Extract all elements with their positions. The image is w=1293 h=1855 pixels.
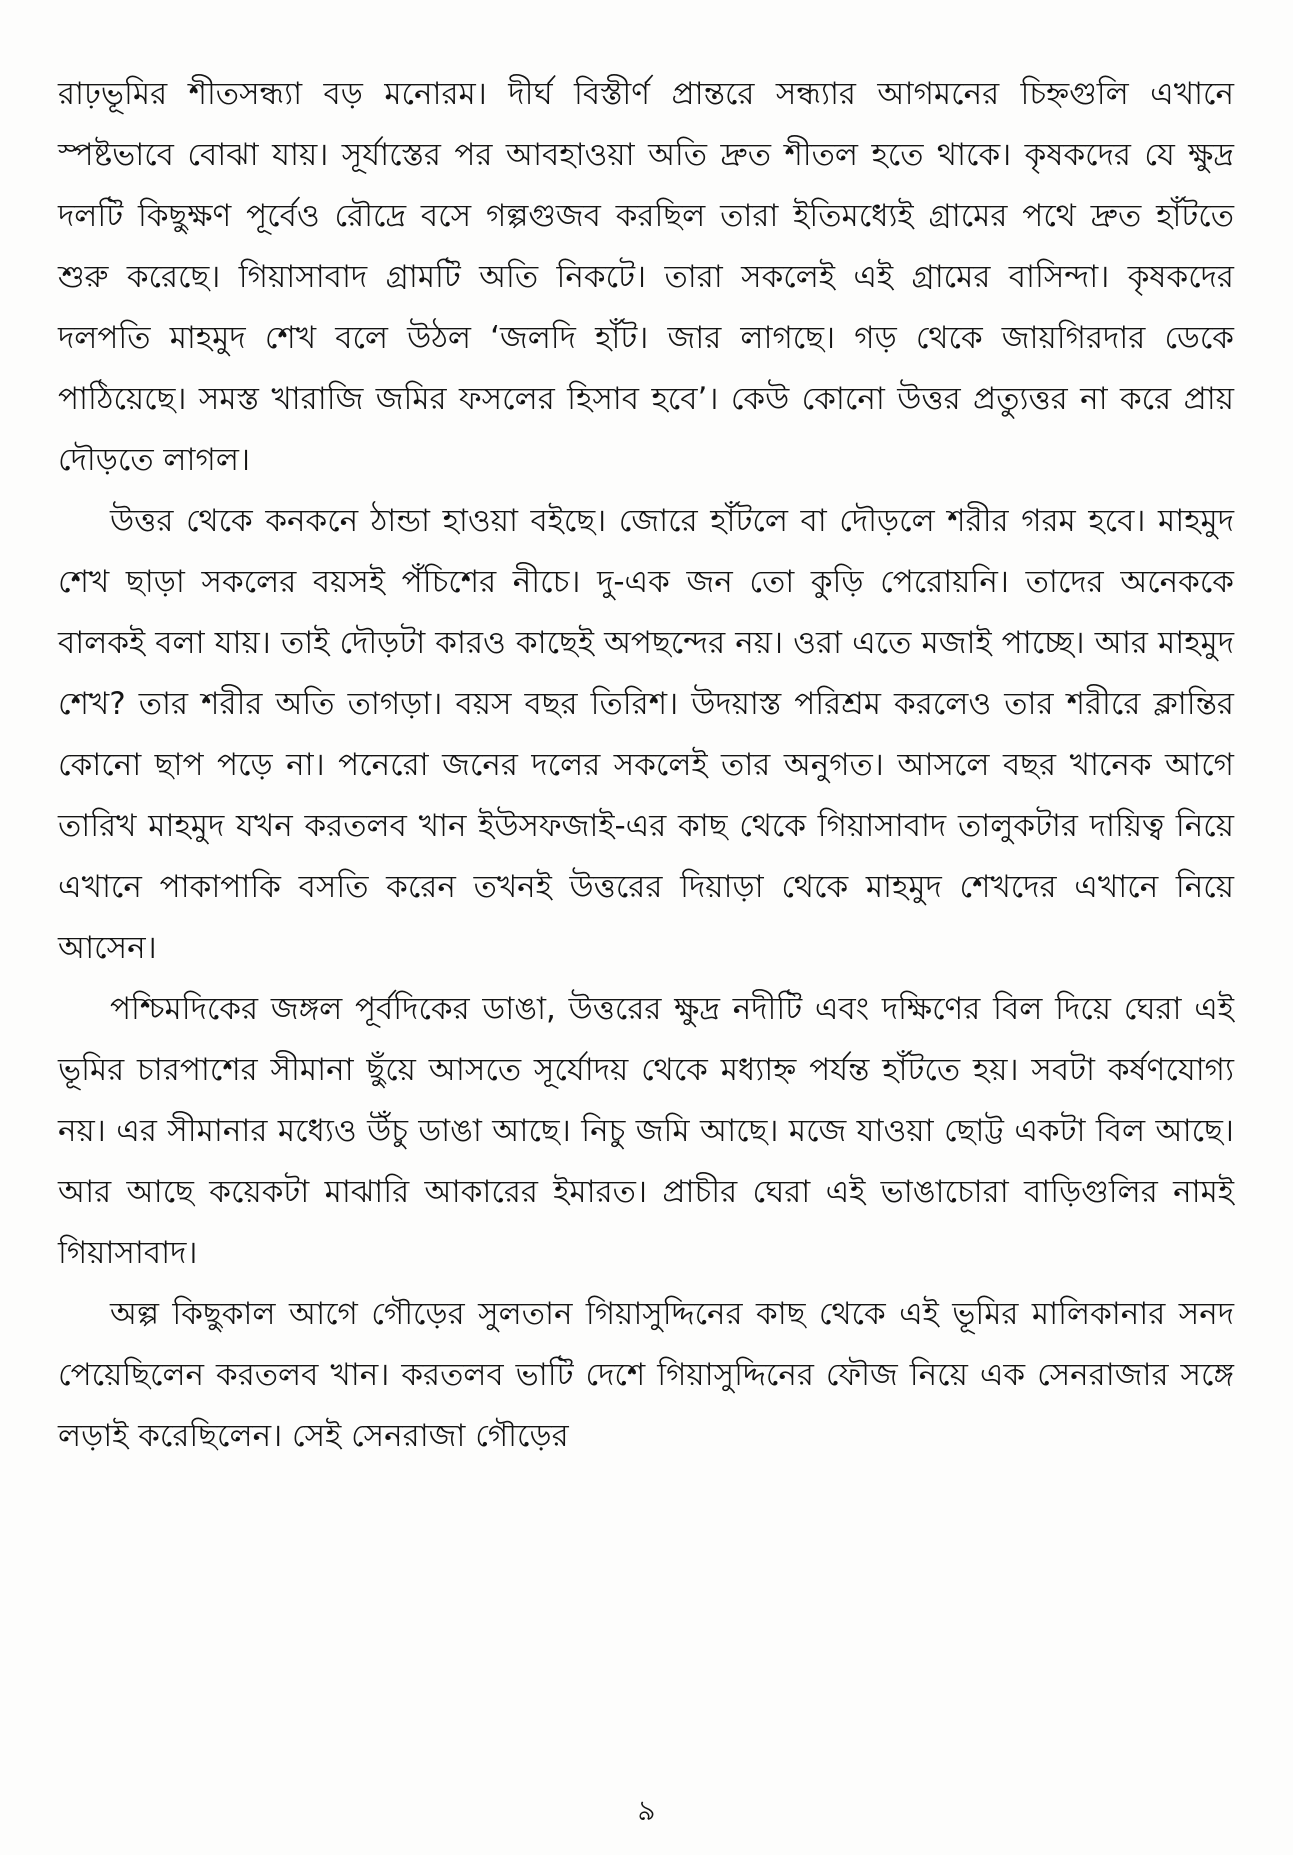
paragraph-1: রাঢ়ভূমির শীতসন্ধ্যা বড় মনোরম। দীর্ঘ বিস্তীর্ণ প্রান্তরে সন্ধ্যার আগমনের চিহ্নগুলি এখানে স্পষ্টভাবে বোঝা যায়। সূর্যাস্তের পর আবহাওয়া অতি দ্রুত শীতল হতে থাকে। কৃষকদের যে ক্ষুদ্র দলটি কিছুক্ষণ পূর্বেও রৌদ্রে বসে গল্পগুজব করছিল তারা ইতিমধ্যেই গ্রামের পথে দ্রুত হাঁটতে শুরু করেছে। গিয়াসাবাদ গ্রামটি অতি নিকটে। তারা সকলেই এই গ্রামের বাসিন্দা। কৃষকদের দলপতি মাহমুদ শেখ বলে উঠল ‘জলদি হাঁট। জার লাগছে। গড় থেকে জায়গিরদার ডেকে পাঠিয়েছে। সমস্ত খারাজি জমির ফসলের হিসাব হবে’। কেউ কোনো উত্তর প্রত্যুত্তর না করে প্রায় দৌড়তে লাগল।: [58, 76, 1234, 478]
page-number: ৯: [637, 1794, 656, 1827]
paragraph-2: উত্তর থেকে কনকনে ঠান্ডা হাওয়া বইছে। জোরে হাঁটলে বা দৌড়লে শরীর গরম হবে। মাহমুদ শেখ ছাড়া সকলের বয়সই পঁচিশের নীচে। দু-এক জন তো কুড়ি পেরোয়নি। তাদের অনেককে বালকই বলা যায়। তাই দৌড়টা কারও কাছেই অপছন্দের নয়। ওরা এতে মজাই পাচ্ছে। আর মাহমুদ শেখ? তার শরীর অতি তাগড়া। বয়স বছর তিরিশ। উদয়াস্ত পরিশ্রম করলেও তার শরীরে ক্লান্তির কোনো ছাপ পড়ে না। পনেরো জনের দলের সকলেই তার অনুগত। আসলে বছর খানেক আগে তারিখ মাহমুদ যখন করতলব খান ইউসফজাই-এর কাছ থেকে গিয়াসাবাদ তালুকটার দায়িত্ব নিয়ে এখানে পাকাপাকি বসতি করেন তখনই উত্তরের দিয়াড়া থেকে মাহমুদ শেখদের এখানে নিয়ে আসেন।: [58, 503, 1234, 966]
paragraph-4: অল্প কিছুকাল আগে গৌড়ের সুলতান গিয়াসুদ্দিনের কাছ থেকে এই ভূমির মালিকানার সনদ পেয়েছিলেন করতলব খান। করতলব ভাটি দেশে গিয়াসুদ্দিনের ফৌজ নিয়ে এক সেনরাজার সঙ্গে লড়াই করেছিলেন। সেই সেনরাজা গৌড়ের: [58, 1296, 1234, 1454]
body-text: [58, 64, 1234, 1467]
paragraph-3: পশ্চিমদিকের জঙ্গল পূর্বদিকের ডাঙা, উত্তরের ক্ষুদ্র নদীটি এবং দক্ষিণের বিল দিয়ে ঘেরা এই ভূমির চারপাশের সীমানা ছুঁয়ে আসতে সূর্যোদয় থেকে মধ্যাহ্ন পর্যন্ত হাঁটতে হয়। সবটা কর্ষণযোগ্য নয়। এর সীমানার মধ্যেও উঁচু ডাঙা আছে। নিচু জমি আছে। মজে যাওয়া ছোট্ট একটা বিল আছে। আর আছে কয়েকটা মাঝারি আকারের ইমারত। প্রাচীর ঘেরা এই ভাঙাচোরা বাড়িগুলির নামই গিয়াসাবাদ।: [58, 991, 1234, 1271]
